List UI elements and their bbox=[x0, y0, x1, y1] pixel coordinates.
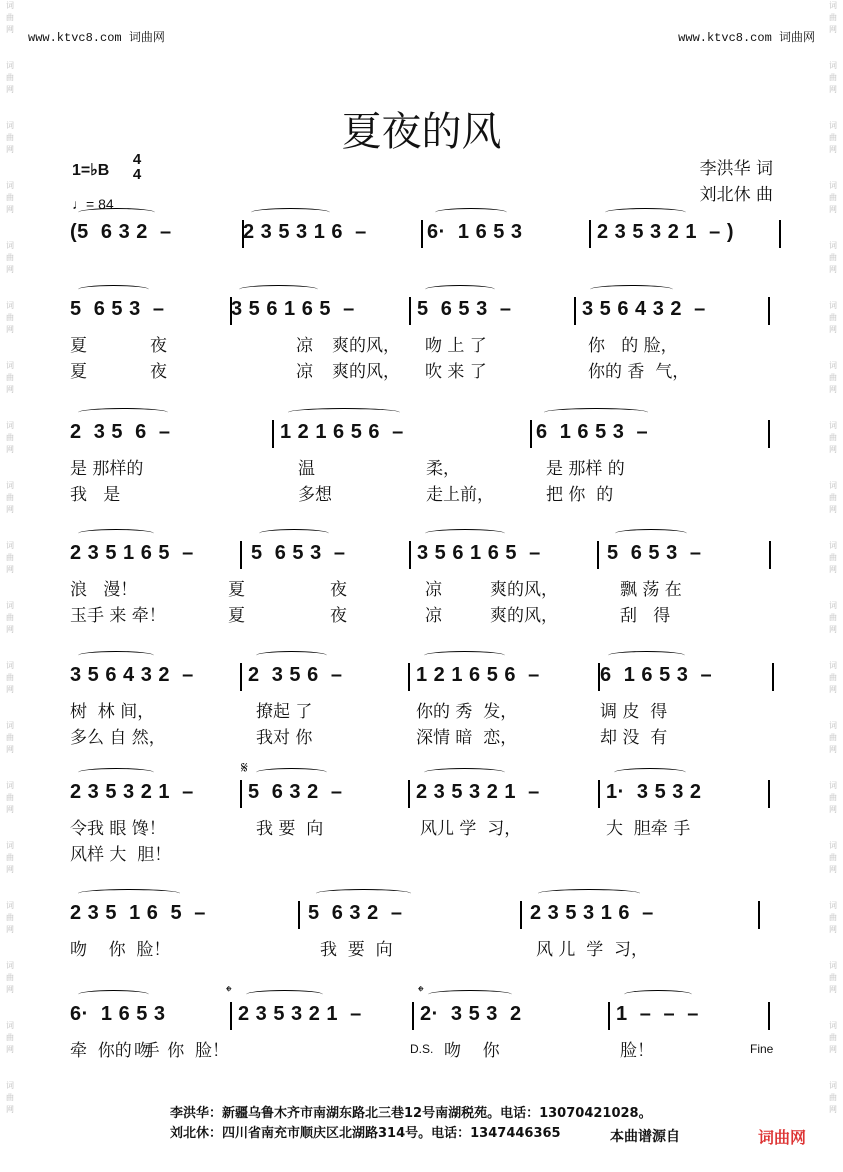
measure-notes: 6· 1 6 5 3 bbox=[70, 1002, 166, 1025]
measure bbox=[70, 541, 238, 565]
lyric-segment: 爽的风， bbox=[332, 362, 400, 382]
side-watermark-text: 词曲网 bbox=[6, 1081, 14, 1114]
slur bbox=[425, 529, 505, 538]
measure bbox=[70, 901, 296, 925]
barline bbox=[272, 420, 274, 448]
composer-credit: 刘北休 曲 bbox=[699, 185, 773, 205]
measure-notes: 5 6 5 3 – bbox=[607, 541, 702, 564]
lyric-segment: 把 你 的 bbox=[546, 485, 614, 505]
measure-notes: 3 5 6 1 6 5 – bbox=[231, 297, 355, 320]
measure bbox=[530, 901, 756, 925]
measure-notes: 2 3 5 3 1 6 – bbox=[530, 901, 654, 924]
slur bbox=[425, 285, 495, 294]
measure bbox=[70, 663, 238, 687]
side-watermark-text: 词曲网 bbox=[829, 121, 837, 154]
slur bbox=[251, 208, 330, 217]
lyric-segment: 柔， bbox=[426, 459, 460, 479]
barline bbox=[409, 541, 411, 569]
side-watermark-text: 词曲网 bbox=[6, 661, 14, 694]
lyric-segment: 却 没 有 bbox=[600, 728, 668, 748]
lyric-segment: 爽的风， bbox=[490, 606, 558, 626]
side-watermark-text: 词曲网 bbox=[829, 1081, 837, 1114]
barline bbox=[768, 1002, 770, 1030]
lyric-segment: 吻 你 bbox=[444, 1041, 500, 1061]
measure bbox=[248, 780, 406, 804]
score-system bbox=[70, 901, 776, 925]
time-signature bbox=[130, 152, 144, 182]
measure-notes: 2 3 5 3 2 1 – bbox=[238, 1002, 362, 1025]
measure-notes: 1 2 1 6 5 6 – bbox=[416, 663, 540, 686]
lyric-segment: 是 那样 的 bbox=[546, 459, 625, 479]
barline bbox=[230, 1002, 232, 1030]
score-system bbox=[70, 1002, 776, 1026]
side-watermark-text: 词曲网 bbox=[6, 1, 14, 34]
side-watermark-left bbox=[3, 0, 17, 1140]
lyric-segment: 吻 上 了 bbox=[425, 336, 487, 356]
lyric-segment: 走上前， bbox=[426, 485, 494, 505]
lyric-segment: 爽的风， bbox=[490, 580, 558, 600]
side-watermark-text: 词曲网 bbox=[829, 901, 837, 934]
side-watermark-text: 词曲网 bbox=[6, 61, 14, 94]
barline bbox=[769, 541, 771, 569]
measure-notes: 2 3 5 1 6 5 – bbox=[70, 541, 194, 564]
slur bbox=[544, 408, 648, 417]
barline bbox=[408, 663, 410, 691]
barline bbox=[779, 220, 781, 248]
side-watermark-text: 词曲网 bbox=[6, 301, 14, 334]
footer-source: 本曲谱源自 bbox=[610, 1129, 680, 1145]
side-watermark-text: 词曲网 bbox=[6, 781, 14, 814]
lyric-segment: 夏 bbox=[228, 580, 245, 600]
lyric-segment: 凉 bbox=[425, 580, 442, 600]
lyric-segment: 脸！ bbox=[620, 1041, 654, 1061]
slur bbox=[78, 990, 149, 999]
side-watermark-text: 词曲网 bbox=[6, 481, 14, 514]
lyric-segment: 你的 香 气， bbox=[588, 362, 690, 382]
side-watermark-text: 词曲网 bbox=[6, 121, 14, 154]
side-watermark-text: 词曲网 bbox=[6, 241, 14, 274]
barline bbox=[412, 1002, 414, 1030]
barline bbox=[409, 297, 411, 325]
measure bbox=[416, 663, 596, 687]
side-watermark-text: 词曲网 bbox=[829, 1, 837, 34]
slur bbox=[256, 651, 327, 660]
lyric-segment: 调 皮 得 bbox=[600, 702, 668, 722]
score-system bbox=[70, 663, 776, 687]
side-watermark-text: 词曲网 bbox=[829, 661, 837, 694]
slur bbox=[590, 285, 673, 294]
side-watermark-text: 词曲网 bbox=[829, 1021, 837, 1054]
barline bbox=[758, 901, 760, 929]
measure bbox=[597, 220, 777, 244]
lyric-segment: 你的 秀 发， bbox=[416, 702, 518, 722]
lyric-segment: 我 要 向 bbox=[256, 819, 324, 839]
lyric-segment: 夏 bbox=[228, 606, 245, 626]
slur bbox=[78, 768, 154, 777]
measure bbox=[420, 1002, 606, 1026]
meter-bottom: 4 bbox=[132, 166, 142, 183]
measure-notes: 5 6 3 2 – bbox=[248, 780, 343, 803]
lyric-segment: 玉手 来 牵！ bbox=[70, 606, 166, 626]
barline bbox=[421, 220, 423, 248]
measure-notes: 3 5 6 4 3 2 – bbox=[582, 297, 706, 320]
lyric-segment: 夏 bbox=[70, 362, 87, 382]
tempo-marking: ♩= 84 bbox=[72, 196, 114, 212]
lyric-segment: 我 是 bbox=[70, 485, 121, 505]
lyric-segment: 我对 你 bbox=[256, 728, 313, 748]
lyric-segment: 夜 bbox=[150, 362, 167, 382]
measure bbox=[238, 1002, 410, 1026]
measure-notes: 2 3 5 3 2 1 – ) bbox=[597, 220, 734, 243]
slur bbox=[615, 529, 687, 538]
slur bbox=[78, 208, 155, 217]
measure-notes: 2 3 5 6 – bbox=[70, 420, 171, 443]
barline bbox=[298, 901, 300, 929]
measure bbox=[231, 297, 407, 321]
barline bbox=[240, 541, 242, 569]
side-watermark-text: 词曲网 bbox=[6, 181, 14, 214]
barline bbox=[408, 780, 410, 808]
slur bbox=[78, 889, 180, 898]
slur bbox=[256, 768, 327, 777]
lyric-segment: 深情 暗 恋， bbox=[416, 728, 518, 748]
measure bbox=[70, 297, 228, 321]
lyric-segment: 刮 得 bbox=[620, 606, 671, 626]
barline bbox=[589, 220, 591, 248]
measure bbox=[416, 780, 596, 804]
lyric-segment: 夜 bbox=[150, 336, 167, 356]
measure-notes: 2 3 5 3 2 1 – bbox=[416, 780, 540, 803]
side-watermark-text: 词曲网 bbox=[6, 721, 14, 754]
slur bbox=[78, 285, 149, 294]
side-watermark-text: 词曲网 bbox=[6, 1021, 14, 1054]
lyric-segment: 浪 漫！ bbox=[70, 580, 138, 600]
footer-lyricist-address: 李洪华：新疆乌鲁木齐市南湖东路北三巷12号南湖税苑。电话：13070421028。 bbox=[170, 1106, 652, 1121]
slur bbox=[435, 208, 507, 217]
measure bbox=[582, 297, 766, 321]
measure bbox=[308, 901, 518, 925]
measure-notes: 6· 1 6 5 3 bbox=[427, 220, 523, 243]
lyric-segment: 多么 自 然， bbox=[70, 728, 166, 748]
measure-notes: 5 6 5 3 – bbox=[70, 297, 165, 320]
slur bbox=[614, 768, 686, 777]
side-watermark-text: 词曲网 bbox=[6, 541, 14, 574]
measure bbox=[251, 541, 407, 565]
side-watermark-text: 词曲网 bbox=[829, 301, 837, 334]
site-url-right[interactable]: www.ktvc8.com 词曲网 bbox=[678, 31, 815, 45]
lyric-segment: 吻 你 脸！ bbox=[70, 940, 171, 960]
slur bbox=[316, 889, 411, 898]
measure-notes: 2 3 5 3 2 1 – bbox=[70, 780, 194, 803]
side-watermark-text: 词曲网 bbox=[6, 901, 14, 934]
fine-mark: Fine bbox=[750, 1042, 774, 1056]
side-watermark-text: 词曲网 bbox=[829, 181, 837, 214]
measure bbox=[417, 297, 572, 321]
measure bbox=[70, 1002, 228, 1026]
score-system bbox=[70, 297, 776, 321]
lyric-segment: 是 那样的 bbox=[70, 459, 144, 479]
side-watermark-text: 词曲网 bbox=[829, 781, 837, 814]
measure-notes: 1 – – – bbox=[616, 1002, 699, 1025]
measure bbox=[536, 420, 766, 444]
slur bbox=[259, 529, 329, 538]
measure bbox=[70, 780, 238, 804]
lyric-segment: 你 的 脸， bbox=[588, 336, 678, 356]
lyric-segment: 树 林 间， bbox=[70, 702, 155, 722]
lyric-segment: 夜 bbox=[330, 580, 347, 600]
footer-composer-address: 刘北休：四川省南充市顺庆区北湖路314号。电话：1347446365 bbox=[170, 1126, 561, 1141]
measure bbox=[243, 220, 419, 244]
lyric-segment: 牵 你的 手 bbox=[70, 1041, 160, 1061]
lyric-segment: 温 bbox=[298, 459, 315, 479]
slur bbox=[538, 889, 640, 898]
barline bbox=[574, 297, 576, 325]
measure bbox=[607, 541, 767, 565]
slur bbox=[624, 990, 692, 999]
measure bbox=[616, 1002, 766, 1026]
side-watermark-text: 词曲网 bbox=[829, 421, 837, 454]
lyric-segment: 大 胆牵 手 bbox=[606, 819, 691, 839]
measure-notes: 5 6 3 2 – bbox=[308, 901, 403, 924]
slur bbox=[78, 651, 154, 660]
measure bbox=[280, 420, 528, 444]
side-watermark-text: 词曲网 bbox=[829, 361, 837, 394]
measure bbox=[417, 541, 595, 565]
lyric-segment: 吻 你 脸！ bbox=[134, 1041, 230, 1061]
side-watermark-text: 词曲网 bbox=[829, 481, 837, 514]
measure-notes: 2 3 5 6 – bbox=[248, 663, 343, 686]
slur bbox=[608, 651, 685, 660]
coda-mark-1: 𝄌 bbox=[226, 982, 232, 1001]
side-watermark-text: 词曲网 bbox=[6, 961, 14, 994]
lyric-segment: 夏 bbox=[70, 336, 87, 356]
slur bbox=[424, 651, 505, 660]
barline bbox=[520, 901, 522, 929]
barline bbox=[530, 420, 532, 448]
coda-mark-2: 𝄌 bbox=[418, 982, 424, 1001]
score-system bbox=[70, 780, 776, 804]
measure bbox=[600, 663, 770, 687]
measure bbox=[248, 663, 406, 687]
lyric-segment: 凉 bbox=[425, 606, 442, 626]
measure-notes: 1 2 1 6 5 6 – bbox=[280, 420, 404, 443]
side-watermark-text: 词曲网 bbox=[6, 421, 14, 454]
lyric-segment: 我 要 向 bbox=[320, 940, 393, 960]
barline bbox=[240, 663, 242, 691]
score-system bbox=[70, 220, 776, 244]
lyric-segment: 飘 荡 在 bbox=[620, 580, 682, 600]
barline bbox=[772, 663, 774, 691]
side-watermark-right bbox=[826, 0, 840, 1140]
slur bbox=[428, 990, 512, 999]
lyric-segment: 夜 bbox=[330, 606, 347, 626]
barline bbox=[598, 780, 600, 808]
slur bbox=[605, 208, 686, 217]
measure-notes: 5 6 5 3 – bbox=[417, 297, 512, 320]
side-watermark-text: 词曲网 bbox=[829, 721, 837, 754]
barline bbox=[240, 780, 242, 808]
lyricist-credit: 李洪华 词 bbox=[699, 159, 773, 179]
measure-notes: 2 3 5 1 6 5 – bbox=[70, 901, 206, 924]
side-watermark-text: 词曲网 bbox=[6, 361, 14, 394]
measure-notes: 3 5 6 4 3 2 – bbox=[70, 663, 194, 686]
lyric-segment: 撩起 了 bbox=[256, 702, 313, 722]
barline bbox=[768, 780, 770, 808]
slur bbox=[424, 768, 505, 777]
slur bbox=[288, 408, 400, 417]
side-watermark-text: 词曲网 bbox=[829, 601, 837, 634]
side-watermark-text: 词曲网 bbox=[829, 61, 837, 94]
brand-logo[interactable]: 词曲网 bbox=[758, 1128, 807, 1147]
lyric-segment: 风儿 学 习， bbox=[420, 819, 522, 839]
barline bbox=[768, 297, 770, 325]
barline bbox=[608, 1002, 610, 1030]
barline bbox=[597, 541, 599, 569]
lyric-segment: 吹 来 了 bbox=[425, 362, 487, 382]
measure-notes: 2· 3 5 3 2 bbox=[420, 1002, 522, 1025]
measure bbox=[70, 420, 270, 444]
measure-notes: 6 1 6 5 3 – bbox=[536, 420, 649, 443]
ds-mark: D.S. bbox=[410, 1042, 434, 1056]
lyric-segment: 凉 bbox=[296, 336, 313, 356]
side-watermark-text: 词曲网 bbox=[829, 841, 837, 874]
key-signature: 1=♭B bbox=[72, 162, 110, 179]
measure-notes: (5 6 3 2 – bbox=[70, 220, 172, 243]
measure-notes: 6 1 6 5 3 – bbox=[600, 663, 713, 686]
measure bbox=[70, 220, 240, 244]
lyric-segment: 风样 大 胆！ bbox=[70, 845, 172, 865]
side-watermark-text: 词曲网 bbox=[829, 541, 837, 574]
side-watermark-text: 词曲网 bbox=[6, 841, 14, 874]
lyric-segment: 爽的风， bbox=[332, 336, 400, 356]
lyric-segment: 凉 bbox=[296, 362, 313, 382]
meter-top: 4 bbox=[132, 151, 142, 168]
segno-mark: 𝄋 bbox=[241, 758, 248, 777]
lyric-segment: 风 儿 学 习， bbox=[536, 940, 649, 960]
site-url-left[interactable]: www.ktvc8.com 词曲网 bbox=[28, 31, 165, 45]
side-watermark-text: 词曲网 bbox=[829, 241, 837, 274]
measure bbox=[606, 780, 766, 804]
song-title: 夏夜的风 bbox=[341, 109, 502, 155]
measure-notes: 2 3 5 3 1 6 – bbox=[243, 220, 367, 243]
side-watermark-text: 词曲网 bbox=[6, 601, 14, 634]
barline bbox=[768, 420, 770, 448]
measure bbox=[427, 220, 587, 244]
score-system bbox=[70, 541, 776, 565]
slur bbox=[78, 529, 154, 538]
side-watermark-text: 词曲网 bbox=[829, 961, 837, 994]
score-system bbox=[70, 420, 776, 444]
measure-notes: 3 5 6 1 6 5 – bbox=[417, 541, 541, 564]
slur bbox=[78, 408, 168, 417]
lyric-segment: 多想 bbox=[298, 485, 332, 505]
measure-notes: 5 6 5 3 – bbox=[251, 541, 346, 564]
slur bbox=[246, 990, 323, 999]
measure-notes: 1· 3 5 3 2 bbox=[606, 780, 702, 803]
slur bbox=[239, 285, 318, 294]
lyric-segment: 令我 眼 馋！ bbox=[70, 819, 166, 839]
